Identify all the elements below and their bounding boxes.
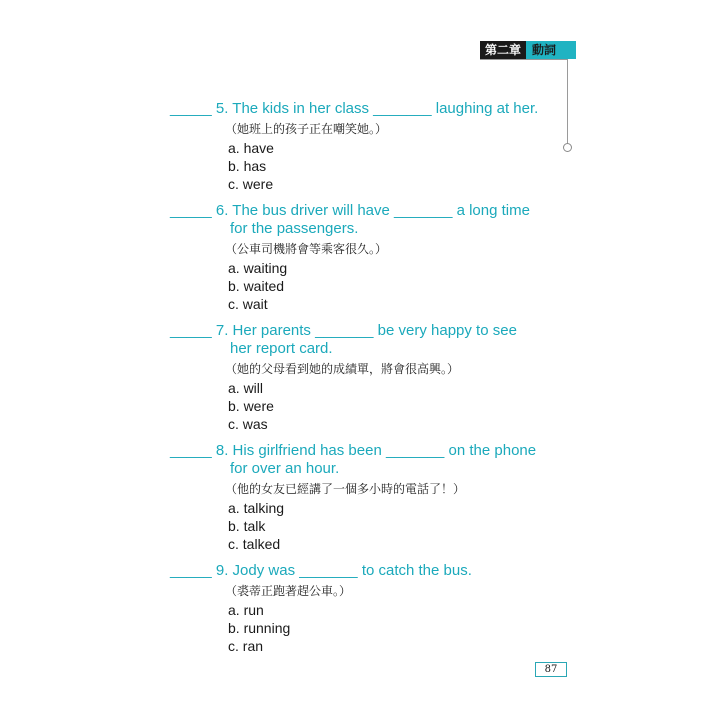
header-rule — [480, 59, 568, 60]
question-text-continued: her report card. — [230, 340, 333, 357]
question-translation: （裘蒂正跑著趕公車。） — [225, 584, 352, 598]
option-b: b. waited — [228, 278, 285, 294]
option-a: a. will — [228, 380, 264, 396]
question-text: _____ 6. The bus driver will have _______ a long time — [170, 202, 530, 219]
question-7 — [170, 322, 540, 433]
question-text: _____ 7. Her parents _______ be very happy to see — [170, 322, 517, 339]
question-9 — [170, 562, 540, 655]
question-5 — [170, 100, 540, 193]
option-b: b. talk — [228, 518, 266, 534]
question-8 — [170, 442, 540, 553]
option-c: c. wait — [228, 296, 268, 312]
option-c: c. ran — [228, 638, 264, 654]
question-text: _____ 9. Jody was _______ to catch the bus. — [170, 562, 472, 579]
question-translation: （她的父母看到她的成績單，將會很高興。） — [225, 362, 460, 376]
answer-options — [170, 259, 540, 313]
answer-options — [170, 499, 540, 553]
question-translation: （公車司機將會等乘客很久。） — [225, 242, 388, 256]
question-text: _____ 5. The kids in her class _______ laughing at her. — [170, 100, 539, 117]
answer-options — [170, 139, 540, 193]
answer-options — [170, 601, 540, 655]
option-c: c. talked — [228, 536, 281, 552]
option-b: b. has — [228, 158, 267, 174]
answer-options — [170, 379, 540, 433]
margin-rule-dot — [563, 143, 572, 152]
option-b: b. running — [228, 620, 291, 636]
page-number: 87 — [535, 662, 567, 677]
option-a: a. run — [228, 602, 264, 618]
option-c: c. was — [228, 416, 268, 432]
question-translation: （她班上的孩子正在嘲笑她。） — [225, 122, 388, 136]
option-a: a. waiting — [228, 260, 288, 276]
option-c: c. were — [228, 176, 274, 192]
margin-rule — [567, 59, 568, 145]
question-translation: （他的女友已經講了一個多小時的電話了！） — [225, 482, 466, 496]
chapter-label: 第二章 — [480, 41, 526, 59]
question-6 — [170, 202, 540, 313]
option-b: b. were — [228, 398, 274, 414]
question-text: _____ 8. His girlfriend has been _______ on the phone — [170, 442, 537, 459]
topic-label: 動詞 — [526, 41, 576, 59]
chapter-header — [480, 41, 576, 59]
question-text-continued: for over an hour. — [230, 460, 340, 477]
option-a: a. have — [228, 140, 274, 156]
question-text-continued: for the passengers. — [230, 220, 359, 237]
option-a: a. talking — [228, 500, 285, 516]
